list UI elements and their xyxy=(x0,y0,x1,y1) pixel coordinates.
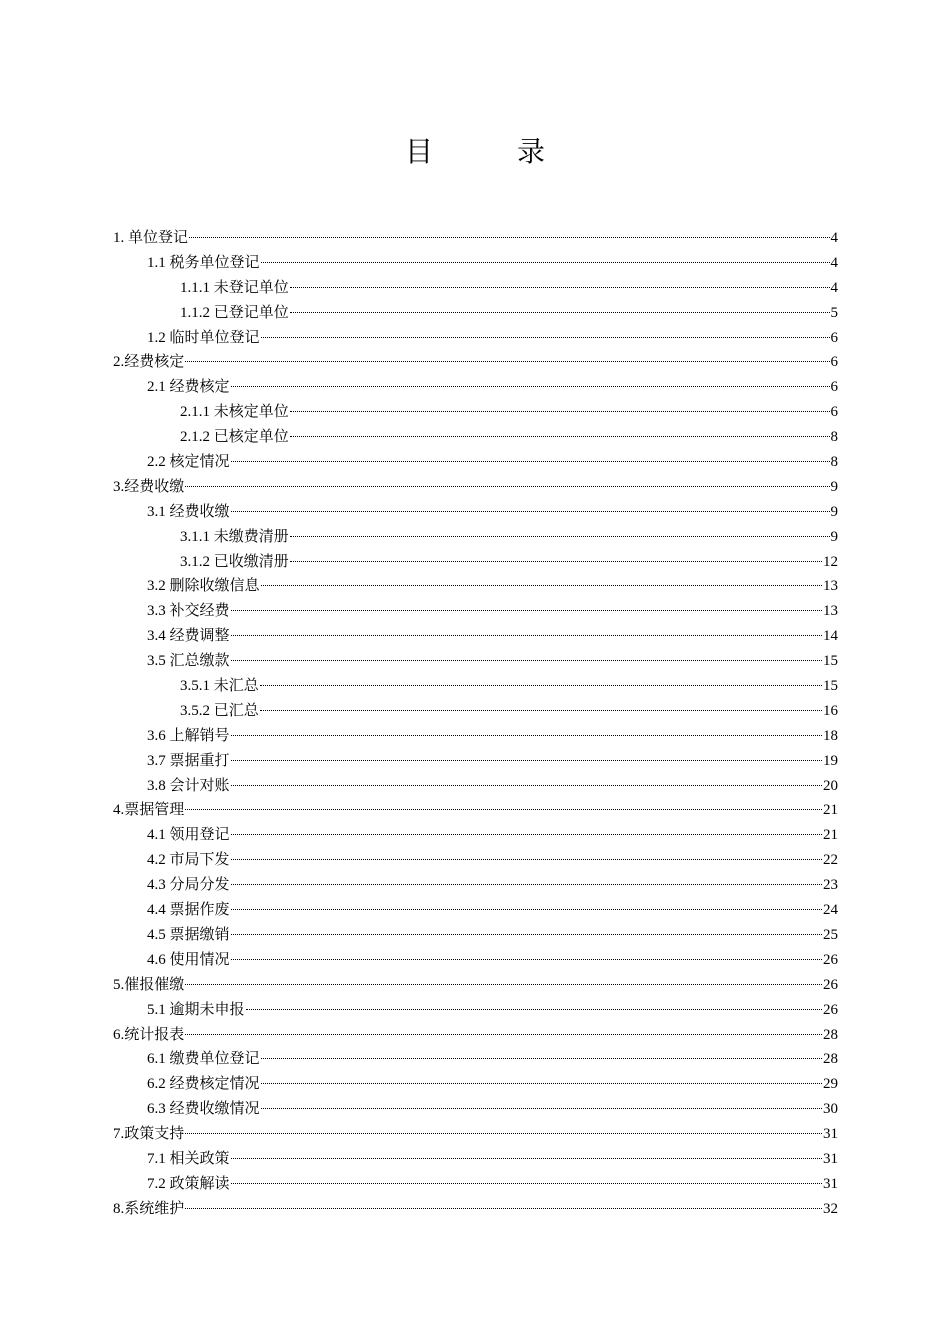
toc-entry-title: 3.1.2 已收缴清册 xyxy=(180,553,289,570)
toc-entry[interactable] xyxy=(113,1197,838,1222)
toc-page-number: 4 xyxy=(830,279,838,296)
toc-dot-leader xyxy=(231,933,822,935)
toc-entry-title: 2.1.1 未核定单位 xyxy=(180,404,289,421)
toc-entry[interactable] xyxy=(113,475,838,500)
toc-page-number: 26 xyxy=(823,1001,838,1018)
toc-entry-title: 3.1.1 未缴费清册 xyxy=(180,528,289,545)
toc-entry-title: 3.5.2 已汇总 xyxy=(180,702,259,719)
toc-entry-title: 6.统计报表 xyxy=(113,1026,185,1043)
toc-dot-leader xyxy=(231,609,822,611)
toc-entry-title: 6.1 缴费单位登记 xyxy=(147,1051,260,1068)
toc-entry[interactable] xyxy=(113,674,838,699)
toc-entry-title: 5.催报催缴 xyxy=(113,976,185,993)
toc-entry-title: 3.4 经费调整 xyxy=(147,628,230,645)
toc-entry[interactable] xyxy=(113,624,838,649)
toc-dot-leader xyxy=(185,360,829,362)
toc-dot-leader xyxy=(261,1057,822,1059)
toc-entry-title: 3.5 汇总缴款 xyxy=(147,653,230,670)
toc-entry[interactable] xyxy=(113,500,838,525)
toc-dot-leader xyxy=(185,1033,822,1035)
toc-page-number: 4 xyxy=(830,230,838,246)
toc-page-number: 21 xyxy=(823,827,838,844)
toc-dot-leader xyxy=(290,311,830,313)
toc-page-number: 9 xyxy=(830,528,838,545)
toc-entry[interactable] xyxy=(113,724,838,749)
toc-entry[interactable] xyxy=(113,1023,838,1048)
toc-entry-title: 4.1 领用登记 xyxy=(147,827,230,844)
toc-page-number: 18 xyxy=(823,727,838,744)
toc-page-number: 19 xyxy=(823,752,838,769)
toc-page-number: 24 xyxy=(823,902,838,919)
toc-dot-leader xyxy=(185,1132,822,1134)
page-title: 目 录 xyxy=(404,135,573,168)
toc-page-number: 31 xyxy=(823,1175,838,1192)
toc-page-number: 6 xyxy=(830,404,838,421)
toc-dot-leader xyxy=(231,385,830,387)
toc-dot-leader xyxy=(290,560,822,562)
toc-dot-leader xyxy=(231,908,822,910)
toc-entry[interactable] xyxy=(113,599,838,624)
toc-page-number: 25 xyxy=(823,926,838,943)
toc-dot-leader xyxy=(290,435,830,437)
toc-page-number: 20 xyxy=(823,777,838,794)
toc-entry-title: 7.政策支持 xyxy=(113,1126,185,1143)
toc-page-number: 8 xyxy=(830,454,838,471)
toc-dot-leader xyxy=(185,1207,822,1209)
toc-entry[interactable] xyxy=(113,301,838,326)
toc-dot-leader xyxy=(231,883,822,885)
toc-dot-leader xyxy=(231,510,830,512)
toc-page-number: 31 xyxy=(823,1150,838,1167)
toc-entry-title: 4.6 使用情况 xyxy=(147,951,230,968)
toc-entry-title: 3.2 删除收缴信息 xyxy=(147,578,260,595)
toc-entry[interactable] xyxy=(113,276,838,301)
toc-page-number: 22 xyxy=(823,852,838,869)
toc-page-number: 26 xyxy=(823,976,838,993)
toc-entry-title: 1.1 税务单位登记 xyxy=(147,254,260,271)
toc-entry-title: 4.5 票据缴销 xyxy=(147,926,230,943)
toc-entry-title: 1.1.1 未登记单位 xyxy=(180,279,289,296)
toc-entry[interactable] xyxy=(113,973,838,998)
toc-dot-leader xyxy=(231,833,822,835)
toc-page-number: 15 xyxy=(823,678,838,695)
toc-entry-title: 6.2 经费核定情况 xyxy=(147,1076,260,1093)
toc-page-number: 16 xyxy=(823,702,838,719)
toc-entry-title: 4.4 票据作废 xyxy=(147,902,230,919)
toc-entry[interactable] xyxy=(113,1122,838,1147)
toc-page-number: 30 xyxy=(823,1101,838,1118)
toc-entry-title: 1. 单位登记 xyxy=(113,230,189,246)
toc-page-number: 9 xyxy=(830,478,838,495)
toc-entry-title: 4.3 分局分发 xyxy=(147,877,230,894)
toc-entry[interactable] xyxy=(113,326,838,351)
toc-page-number: 6 xyxy=(830,329,838,346)
toc-dot-leader xyxy=(231,784,822,786)
toc-entry[interactable] xyxy=(113,1097,838,1122)
toc-dot-leader xyxy=(261,1082,822,1084)
toc-entry[interactable] xyxy=(113,774,838,799)
toc-dot-leader xyxy=(231,1182,822,1184)
toc-entry[interactable] xyxy=(113,873,838,898)
toc-entry-title: 6.3 经费收缴情况 xyxy=(147,1101,260,1118)
toc-dot-leader xyxy=(231,759,822,761)
toc-entry[interactable] xyxy=(113,574,838,599)
toc-dot-leader xyxy=(231,858,822,860)
toc-page-number: 8 xyxy=(830,429,838,446)
toc-entry-title: 1.2 临时单位登记 xyxy=(147,329,260,346)
toc-dot-leader xyxy=(246,1008,822,1010)
toc-page-number: 14 xyxy=(823,628,838,645)
toc-page-number: 13 xyxy=(823,603,838,620)
toc-entry-title: 2.经费核定 xyxy=(113,354,185,371)
toc-page-number: 9 xyxy=(830,503,838,520)
toc-dot-leader xyxy=(189,236,829,238)
toc-dot-leader xyxy=(261,261,830,263)
toc-entry[interactable] xyxy=(113,375,838,400)
toc-dot-leader xyxy=(261,584,822,586)
toc-dot-leader xyxy=(185,485,829,487)
toc-dot-leader xyxy=(231,659,822,661)
toc-page-number: 32 xyxy=(823,1200,838,1217)
toc-entry[interactable] xyxy=(113,798,838,823)
toc-dot-leader xyxy=(231,460,830,462)
toc-dot-leader xyxy=(231,958,822,960)
toc-page-number: 31 xyxy=(823,1126,838,1143)
toc-entry[interactable] xyxy=(113,400,838,425)
toc-entry[interactable] xyxy=(113,998,838,1023)
toc-entry-title: 3.7 票据重打 xyxy=(147,752,230,769)
toc-entry-title: 3.8 会计对账 xyxy=(147,777,230,794)
toc-entry-title: 3.6 上解销号 xyxy=(147,727,230,744)
toc-entry[interactable] xyxy=(113,898,838,923)
toc-dot-leader xyxy=(290,286,830,288)
toc-entry-title: 4.票据管理 xyxy=(113,802,185,819)
toc-entry[interactable] xyxy=(113,425,838,450)
toc-dot-leader xyxy=(231,634,822,636)
toc-dot-leader xyxy=(261,336,830,338)
toc-entry-title: 7.1 相关政策 xyxy=(147,1150,230,1167)
toc-entry-title: 2.1 经费核定 xyxy=(147,379,230,396)
toc-page-number: 28 xyxy=(823,1051,838,1068)
toc-entry[interactable] xyxy=(113,948,838,973)
toc-dot-leader xyxy=(185,983,822,985)
toc-page-number: 28 xyxy=(823,1026,838,1043)
toc-entry[interactable] xyxy=(113,1047,838,1072)
toc-entry[interactable] xyxy=(113,350,838,375)
toc-entry[interactable] xyxy=(113,1147,838,1172)
toc-entry[interactable] xyxy=(113,550,838,575)
toc-page-number: 5 xyxy=(830,304,838,321)
toc-entry[interactable] xyxy=(113,823,838,848)
toc-dot-leader xyxy=(231,1157,822,1159)
toc-dot-leader xyxy=(185,808,822,810)
toc-entry-title: 2.2 核定情况 xyxy=(147,454,230,471)
toc-entry-title: 3.经费收缴 xyxy=(113,478,185,495)
toc-entry-title: 2.1.2 已核定单位 xyxy=(180,429,289,446)
toc-entry[interactable] xyxy=(113,1172,838,1197)
toc-page-number: 13 xyxy=(823,578,838,595)
toc-page-number: 26 xyxy=(823,951,838,968)
toc-dot-leader xyxy=(261,1107,822,1109)
toc-entry[interactable] xyxy=(113,226,838,251)
toc-entry-title: 4.2 市局下发 xyxy=(147,852,230,869)
toc-page-number: 15 xyxy=(823,653,838,670)
toc-entry[interactable] xyxy=(113,848,838,873)
toc-page-number: 29 xyxy=(823,1076,838,1093)
toc-page-number: 12 xyxy=(823,553,838,570)
toc-dot-leader xyxy=(260,709,822,711)
toc-entry[interactable] xyxy=(113,1072,838,1097)
toc-page-number: 6 xyxy=(830,379,838,396)
toc-entry[interactable] xyxy=(113,923,838,948)
toc-dot-leader xyxy=(260,684,822,686)
toc-entry-title: 7.2 政策解读 xyxy=(147,1175,230,1192)
toc-page-number: 21 xyxy=(823,802,838,819)
toc-page-number: 23 xyxy=(823,877,838,894)
toc-entry[interactable] xyxy=(113,749,838,774)
toc-entry-title: 3.5.1 未汇总 xyxy=(180,678,259,695)
toc-entry-title: 1.1.2 已登记单位 xyxy=(180,304,289,321)
toc-entry[interactable] xyxy=(113,450,838,475)
toc-entry[interactable] xyxy=(113,649,838,674)
toc-page-number: 4 xyxy=(830,254,838,271)
toc-entry-title: 3.1 经费收缴 xyxy=(147,503,230,520)
toc-entry[interactable] xyxy=(113,251,838,276)
toc-dot-leader xyxy=(290,535,830,537)
toc-entry-title: 3.3 补交经费 xyxy=(147,603,230,620)
table-of-contents xyxy=(113,226,838,1222)
toc-dot-leader xyxy=(231,734,822,736)
toc-page-number: 6 xyxy=(830,354,838,371)
toc-entry[interactable] xyxy=(113,525,838,550)
toc-dot-leader xyxy=(290,410,830,412)
toc-entry[interactable] xyxy=(113,699,838,724)
toc-entry-title: 8.系统维护 xyxy=(113,1200,185,1217)
toc-entry-title: 5.1 逾期未申报 xyxy=(147,1001,245,1018)
